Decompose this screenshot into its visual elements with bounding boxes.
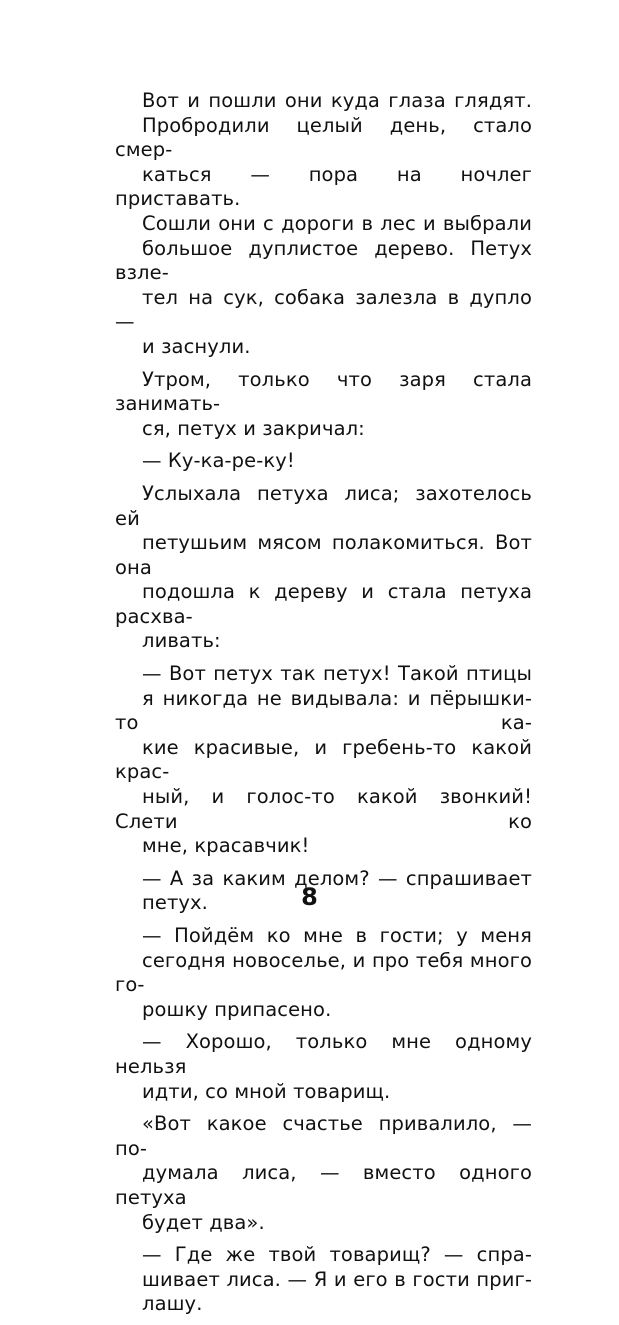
text-line: — Пойдём ко мне в гости; у меня bbox=[142, 924, 532, 947]
text-line: — Хорошо, только мне одному нельзя bbox=[115, 1030, 532, 1078]
text-line: мне, красавчик! bbox=[142, 834, 310, 858]
text-line: Утром, только что заря стала занимать- bbox=[115, 367, 532, 416]
text-line: лашу. bbox=[142, 1292, 203, 1316]
paragraph bbox=[115, 1243, 532, 1317]
text-line: думала лиса, — вместо одного петуха bbox=[115, 1161, 532, 1209]
text-line: ливать: bbox=[142, 629, 221, 653]
text-line: рошку припасено. bbox=[142, 997, 332, 1021]
text-line: Пробродили целый день, стало смер- bbox=[115, 113, 532, 162]
text-line: тел на сук, собака залезла в дупло — bbox=[115, 285, 532, 334]
text-line: сегодня новоселье, и про тебя много го- bbox=[115, 948, 532, 997]
page-text bbox=[115, 89, 532, 1325]
text-line: ный, и голос-то какой звонкий! Слети ко bbox=[115, 785, 532, 833]
text-line: Услыхала петуха лиса; захотелось ей bbox=[115, 481, 532, 530]
text-line: будет два». bbox=[142, 1210, 265, 1234]
text-line: — А за каким делом? — спрашивает bbox=[142, 866, 532, 890]
text-line: большое дуплистое дерево. Петух взле- bbox=[115, 236, 532, 285]
text-line: Вот и пошли они куда глаза глядят. bbox=[142, 89, 532, 112]
text-line: подошла к дереву и стала петуха расхва- bbox=[115, 580, 532, 628]
paragraph bbox=[115, 924, 532, 1022]
text-line: идти, со мной товарищ. bbox=[142, 1079, 391, 1103]
paragraph bbox=[115, 368, 532, 442]
text-line: ся, петух и закричал: bbox=[142, 416, 365, 440]
page-number: 8 bbox=[301, 883, 318, 911]
text-line: каться — пора на ночлег приставать. bbox=[115, 162, 532, 211]
text-line: шивает лиса. — Я и его в гости приг- bbox=[142, 1267, 532, 1291]
text-line: петушьим мясом полакомиться. Вот она bbox=[115, 531, 532, 579]
text-line: Сошли они с дороги в лес и выбрали bbox=[142, 211, 532, 235]
text-line: я никогда не видывала: и пёрышки-то ка- bbox=[115, 686, 532, 735]
text-line: — Вот петух так петух! Такой птицы bbox=[142, 662, 532, 686]
paragraph bbox=[115, 1112, 532, 1235]
paragraph bbox=[115, 662, 532, 859]
text-line: и заснули. bbox=[142, 334, 251, 358]
paragraph bbox=[115, 89, 532, 360]
paragraph bbox=[115, 482, 532, 654]
paragraph bbox=[115, 449, 532, 474]
text-line: петух. bbox=[142, 891, 208, 915]
paragraph bbox=[115, 1030, 532, 1104]
text-line: — Ку-ка-ре-ку! bbox=[142, 449, 295, 473]
text-line: кие красивые, и гребень-то какой крас- bbox=[115, 735, 532, 784]
text-line: — Где же твой товарищ? — спра- bbox=[142, 1243, 532, 1267]
text-line: «Вот какое счастье привалило, — по- bbox=[115, 1112, 532, 1160]
